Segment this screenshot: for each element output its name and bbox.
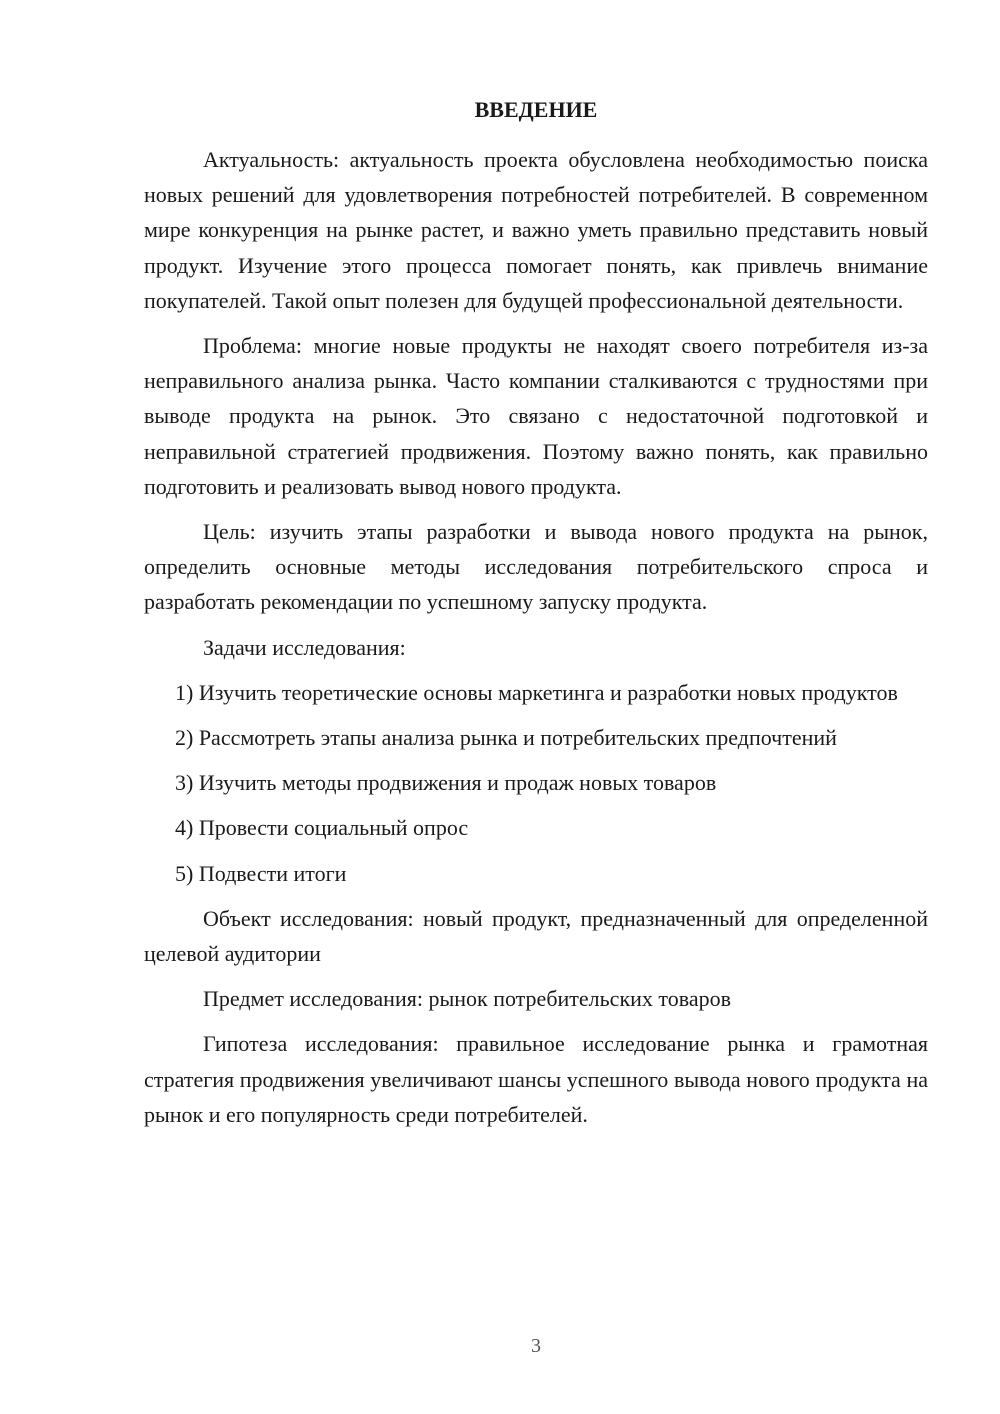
list-item-task-1: 1) Изучить теоретические основы маркетинга и разработки новых продуктов — [175, 679, 898, 705]
page-heading: ВВЕДЕНИЕ — [474, 97, 598, 122]
page-number: 3 — [531, 1335, 541, 1357]
list-item-task-4: 4) Провести социальный опрос — [175, 815, 469, 841]
paragraph-goal: Цель: изучить этапы разработки и вывода нового продукта на рынок, определить основные методы исследования потребительского спроса и разработать рекомендации по успешному запуску продукта. — [144, 519, 928, 615]
paragraph-object: Объект исследования: новый продукт, предназначенный для определенной целевой аудитории — [144, 905, 928, 967]
paragraph-problem: Проблема: многие новые продукты не находят своего потребителя из-за неправильного анализа рынка. Часто компании сталкиваются с трудностями при выводе продукта на рынок. Это связано с недостаточной подготовкой и неправильной стратегией продвижения. Поэтому важно понять, как правильно подготовить и реализовать вывод нового продукта. — [144, 333, 928, 499]
list-item-task-5: 5) Подвести итоги — [175, 860, 347, 886]
document-body — [144, 142, 928, 1142]
paragraph-subject: Предмет исследования: рынок потребительских товаров — [203, 986, 731, 1012]
list-item-task-2: 2) Рассмотреть этапы анализа рынка и потребительских предпочтений — [175, 725, 837, 751]
paragraph-hypothesis: Гипотеза исследования: правильное исследование рынка и грамотная стратегия продвижения увеличивают шансы успешного вывода нового продукта на рынок и его популярность среди потребителей. — [144, 1031, 928, 1127]
list-item-task-3: 3) Изучить методы продвижения и продаж новых товаров — [175, 770, 717, 796]
paragraph-relevance: Актуальность: актуальность проекта обусловлена необходимостью поиска новых решений для удовлетворения потребностей потребителей. В современном мире конкуренция на рынке растет, и важно уметь правильно представить новый продукт. Изучение этого процесса помогает понять, как привлечь внимание покупателей. Такой опыт полезен для будущей профессиональной деятельности. — [144, 147, 928, 313]
paragraph-tasks-title: Задачи исследования: — [203, 634, 406, 660]
